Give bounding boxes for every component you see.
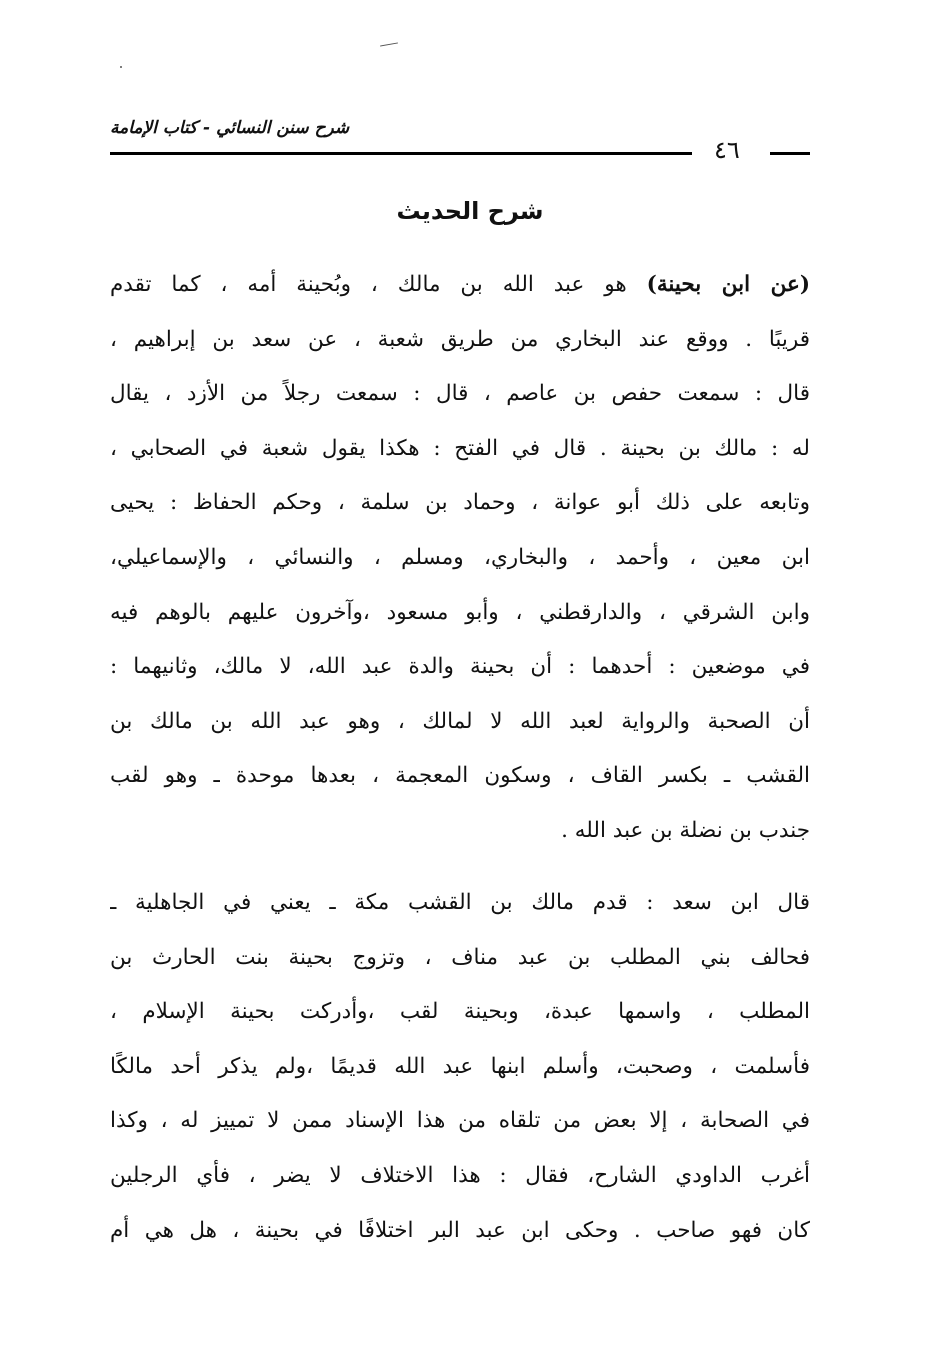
header-rule [110,152,692,155]
page-number-dash [770,152,810,155]
text-line: المطلب ، واسمها عبدة، وبحينة لقب ،وأدركت بحينة الإسلام ، [110,999,810,1025]
text-line: أن الصحبة والرواية لعبد الله لا لمالك ، وهو عبد الله بن مالك بن [110,708,810,734]
text-line: القشب ـ بكسر القاف ، وسكون المعجمة ، بعدها موحدة ـ وهو لقب [110,763,810,789]
text-line: له : مالك بن بحينة . قال في الفتح : هكذا يقول شعبة في الصحابي ، [110,435,810,461]
page-number: ٤٦ [714,136,740,164]
text-line: قال : سمعت حفص بن عاصم ، قال : سمعت رجلاً من الأزد ، يقال [110,381,810,407]
text-line: فحالف بني المطلب بن عبد مناف ، وتزوج بحينة بنت الحارث بن [110,944,810,970]
text-line: كان فهو صاحب . وحكى ابن عبد البر اختلافًا في بحينة ، هل هي أم [110,1217,810,1243]
text-line: قريبًا . ووقع عند البخاري من طريق شعبة ، عن سعد بن إبراهيم ، [110,326,810,352]
hadith-reference: (عن ابن بحينة) [646,272,810,297]
text-line: في موضعين : أحدهما : أن بحينة والدة عبد الله، لا مالك، وثانيهما : [110,654,810,680]
running-header-title: شرح سنن النسائي - كتاب الإمامة [110,118,350,138]
paragraph-2 [110,876,810,1258]
text-line: أغرب الداودي الشارح، فقال : هذا الاختلاف لا يضر ، فأي الرجلين [110,1162,810,1188]
scan-mark [380,42,398,46]
text-line: في الصحابة ، إلا بعض من تلقاه من هذا الإسناد ممن لا تمييز له ، وكذا [110,1108,810,1134]
text-line: جندب بن نضلة بن عبد الله . [561,817,810,843]
text-line: ابن معين ، وأحمد ، والبخاري، ومسلم ، والنسائي ، والإسماعيلي، [110,544,810,570]
text-line [110,258,810,313]
text-line: فأسلمت ، وصحبت، وأسلم ابنها عبد الله قديمًا ،ولم يذكر أحد مالكًا [110,1053,810,1079]
scan-dot [120,66,122,68]
section-heading: شرح الحديث [396,197,544,225]
paragraph-1 [110,258,810,859]
text-line: وتابعه على ذلك أبو عوانة ، وحماد بن سلمة ، وحكم الحفاظ : يحيى [110,490,810,516]
text-line: وابن الشرقي ، والدارقطني ، وأبو مسعود ،وآخرون عليهم بالوهم فيه [110,599,810,625]
running-header [110,118,810,162]
text-line: قال ابن سعد : قدم مالك بن القشب مكة ـ يعني في الجاهلية ـ [110,890,810,915]
text-line-rest: هو عبد الله بن مالك ، وبُحينة أمه ، كما تقدم [110,272,647,297]
